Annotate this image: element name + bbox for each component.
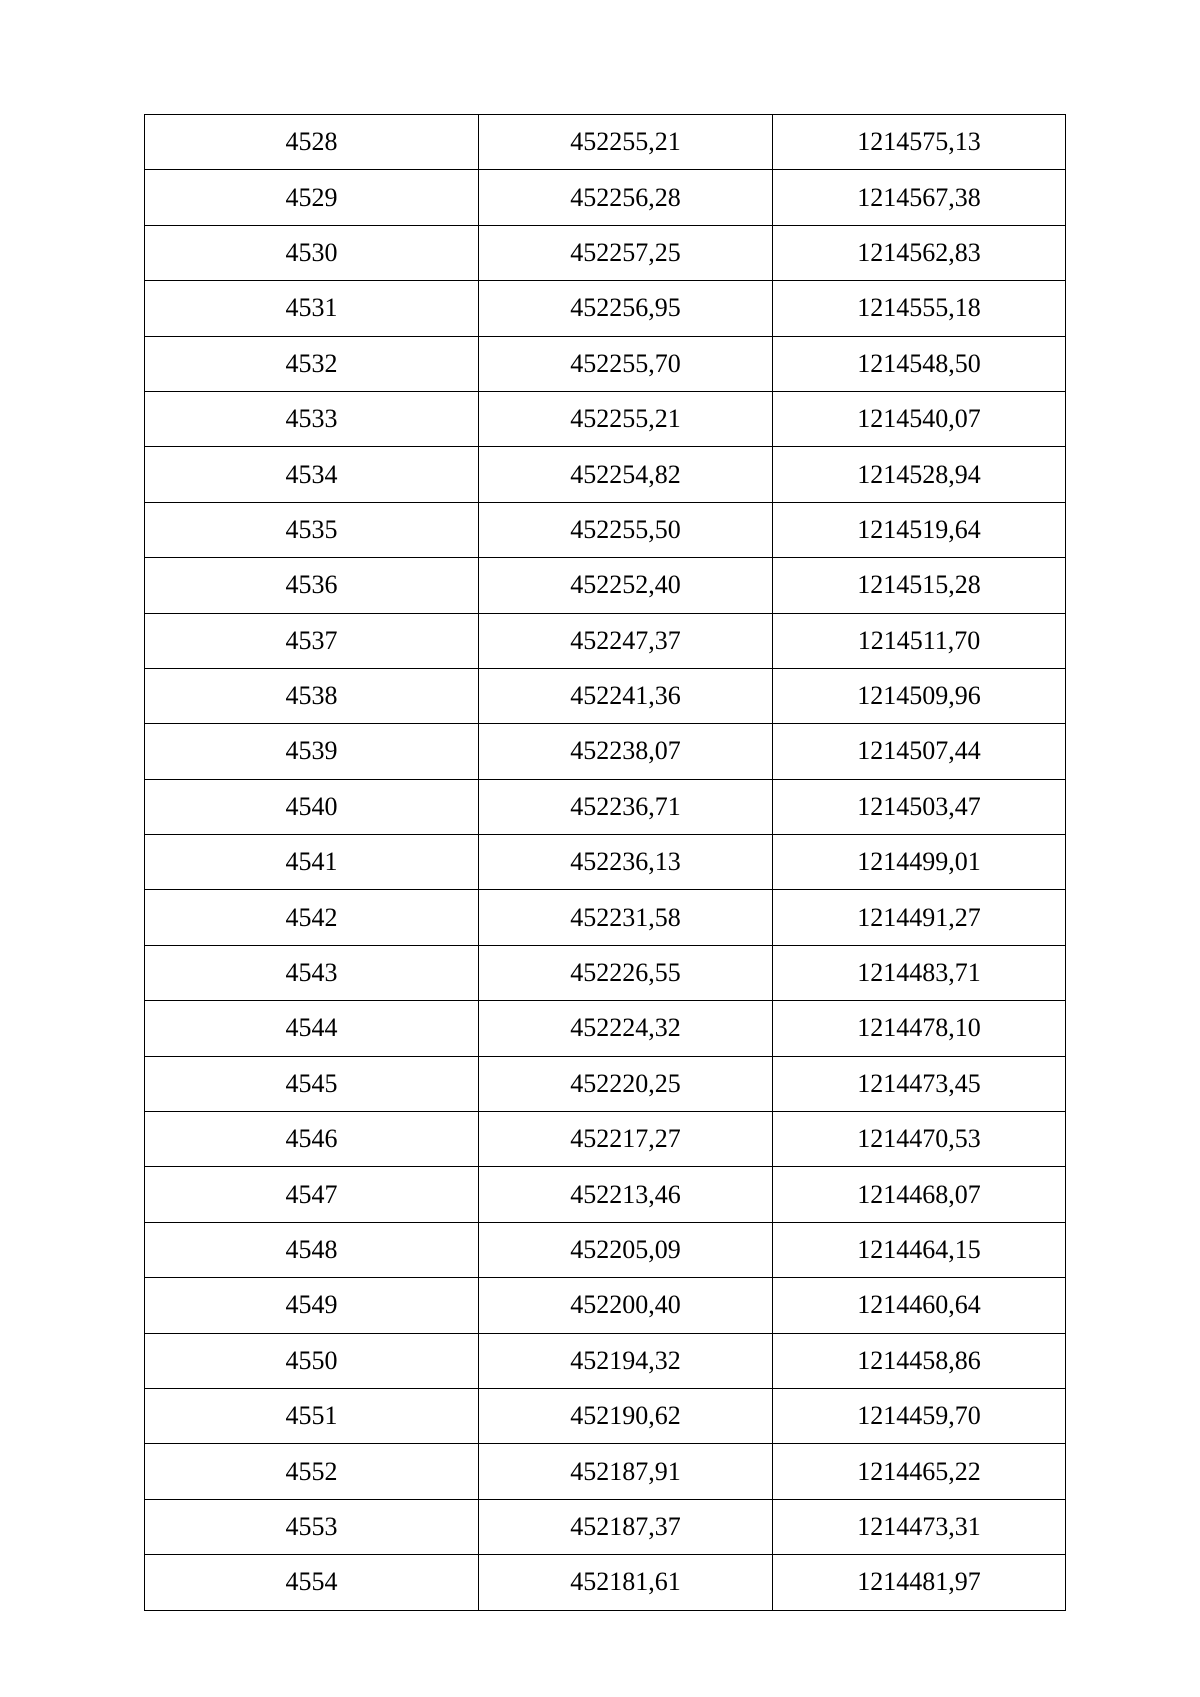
x-coordinate-cell: 452254,82 <box>479 447 773 502</box>
x-coordinate-cell: 452226,55 <box>479 945 773 1000</box>
table-row <box>145 336 1066 391</box>
table-row <box>145 447 1066 502</box>
x-coordinate-cell: 452252,40 <box>479 558 773 613</box>
point-number-cell: 4537 <box>145 613 479 668</box>
table-row <box>145 613 1066 668</box>
y-coordinate-cell: 1214478,10 <box>773 1001 1066 1056</box>
x-coordinate-cell: 452224,32 <box>479 1001 773 1056</box>
table-row <box>145 890 1066 945</box>
y-coordinate-cell: 1214519,64 <box>773 502 1066 557</box>
table-row <box>145 1278 1066 1333</box>
table-row <box>145 945 1066 1000</box>
table-row <box>145 1056 1066 1111</box>
table-row <box>145 170 1066 225</box>
table-row <box>145 1001 1066 1056</box>
point-number-cell: 4546 <box>145 1112 479 1167</box>
x-coordinate-cell: 452255,21 <box>479 391 773 446</box>
point-number-cell: 4549 <box>145 1278 479 1333</box>
point-number-cell: 4529 <box>145 170 479 225</box>
x-coordinate-cell: 452236,13 <box>479 835 773 890</box>
y-coordinate-cell: 1214555,18 <box>773 281 1066 336</box>
table-row <box>145 391 1066 446</box>
point-number-cell: 4541 <box>145 835 479 890</box>
x-coordinate-cell: 452187,37 <box>479 1499 773 1554</box>
y-coordinate-cell: 1214562,83 <box>773 225 1066 280</box>
point-number-cell: 4552 <box>145 1444 479 1499</box>
table-row <box>145 1167 1066 1222</box>
table-row <box>145 668 1066 723</box>
y-coordinate-cell: 1214460,64 <box>773 1278 1066 1333</box>
table-row <box>145 1388 1066 1443</box>
table-row <box>145 724 1066 779</box>
point-number-cell: 4531 <box>145 281 479 336</box>
x-coordinate-cell: 452205,09 <box>479 1222 773 1277</box>
point-number-cell: 4539 <box>145 724 479 779</box>
table-row <box>145 1112 1066 1167</box>
table-row <box>145 1444 1066 1499</box>
y-coordinate-cell: 1214503,47 <box>773 779 1066 834</box>
point-number-cell: 4550 <box>145 1333 479 1388</box>
y-coordinate-cell: 1214511,70 <box>773 613 1066 668</box>
point-number-cell: 4554 <box>145 1555 479 1610</box>
x-coordinate-cell: 452213,46 <box>479 1167 773 1222</box>
x-coordinate-cell: 452241,36 <box>479 668 773 723</box>
point-number-cell: 4532 <box>145 336 479 391</box>
y-coordinate-cell: 1214464,15 <box>773 1222 1066 1277</box>
y-coordinate-cell: 1214548,50 <box>773 336 1066 391</box>
x-coordinate-cell: 452256,95 <box>479 281 773 336</box>
table-row <box>145 1333 1066 1388</box>
x-coordinate-cell: 452236,71 <box>479 779 773 834</box>
x-coordinate-cell: 452181,61 <box>479 1555 773 1610</box>
x-coordinate-cell: 452255,50 <box>479 502 773 557</box>
y-coordinate-cell: 1214528,94 <box>773 447 1066 502</box>
x-coordinate-cell: 452255,70 <box>479 336 773 391</box>
y-coordinate-cell: 1214468,07 <box>773 1167 1066 1222</box>
x-coordinate-cell: 452217,27 <box>479 1112 773 1167</box>
y-coordinate-cell: 1214473,45 <box>773 1056 1066 1111</box>
y-coordinate-cell: 1214540,07 <box>773 391 1066 446</box>
point-number-cell: 4535 <box>145 502 479 557</box>
coordinates-table-body <box>145 115 1066 1611</box>
point-number-cell: 4551 <box>145 1388 479 1443</box>
point-number-cell: 4547 <box>145 1167 479 1222</box>
table-row <box>145 1555 1066 1610</box>
point-number-cell: 4553 <box>145 1499 479 1554</box>
point-number-cell: 4534 <box>145 447 479 502</box>
y-coordinate-cell: 1214465,22 <box>773 1444 1066 1499</box>
point-number-cell: 4542 <box>145 890 479 945</box>
table-row <box>145 281 1066 336</box>
table-row <box>145 835 1066 890</box>
x-coordinate-cell: 452231,58 <box>479 890 773 945</box>
point-number-cell: 4528 <box>145 115 479 170</box>
x-coordinate-cell: 452190,62 <box>479 1388 773 1443</box>
y-coordinate-cell: 1214458,86 <box>773 1333 1066 1388</box>
x-coordinate-cell: 452256,28 <box>479 170 773 225</box>
x-coordinate-cell: 452187,91 <box>479 1444 773 1499</box>
y-coordinate-cell: 1214567,38 <box>773 170 1066 225</box>
table-row <box>145 779 1066 834</box>
x-coordinate-cell: 452238,07 <box>479 724 773 779</box>
point-number-cell: 4548 <box>145 1222 479 1277</box>
point-number-cell: 4543 <box>145 945 479 1000</box>
point-number-cell: 4530 <box>145 225 479 280</box>
table-row <box>145 502 1066 557</box>
y-coordinate-cell: 1214483,71 <box>773 945 1066 1000</box>
table-row <box>145 558 1066 613</box>
y-coordinate-cell: 1214470,53 <box>773 1112 1066 1167</box>
x-coordinate-cell: 452257,25 <box>479 225 773 280</box>
x-coordinate-cell: 452200,40 <box>479 1278 773 1333</box>
table-row <box>145 1499 1066 1554</box>
table-row <box>145 1222 1066 1277</box>
table-row <box>145 115 1066 170</box>
point-number-cell: 4545 <box>145 1056 479 1111</box>
y-coordinate-cell: 1214459,70 <box>773 1388 1066 1443</box>
point-number-cell: 4536 <box>145 558 479 613</box>
y-coordinate-cell: 1214515,28 <box>773 558 1066 613</box>
y-coordinate-cell: 1214473,31 <box>773 1499 1066 1554</box>
y-coordinate-cell: 1214491,27 <box>773 890 1066 945</box>
table-row <box>145 225 1066 280</box>
y-coordinate-cell: 1214481,97 <box>773 1555 1066 1610</box>
y-coordinate-cell: 1214509,96 <box>773 668 1066 723</box>
y-coordinate-cell: 1214499,01 <box>773 835 1066 890</box>
x-coordinate-cell: 452247,37 <box>479 613 773 668</box>
y-coordinate-cell: 1214507,44 <box>773 724 1066 779</box>
point-number-cell: 4540 <box>145 779 479 834</box>
point-number-cell: 4544 <box>145 1001 479 1056</box>
point-number-cell: 4538 <box>145 668 479 723</box>
x-coordinate-cell: 452220,25 <box>479 1056 773 1111</box>
y-coordinate-cell: 1214575,13 <box>773 115 1066 170</box>
point-number-cell: 4533 <box>145 391 479 446</box>
x-coordinate-cell: 452194,32 <box>479 1333 773 1388</box>
x-coordinate-cell: 452255,21 <box>479 115 773 170</box>
coordinates-table <box>144 114 1066 1611</box>
